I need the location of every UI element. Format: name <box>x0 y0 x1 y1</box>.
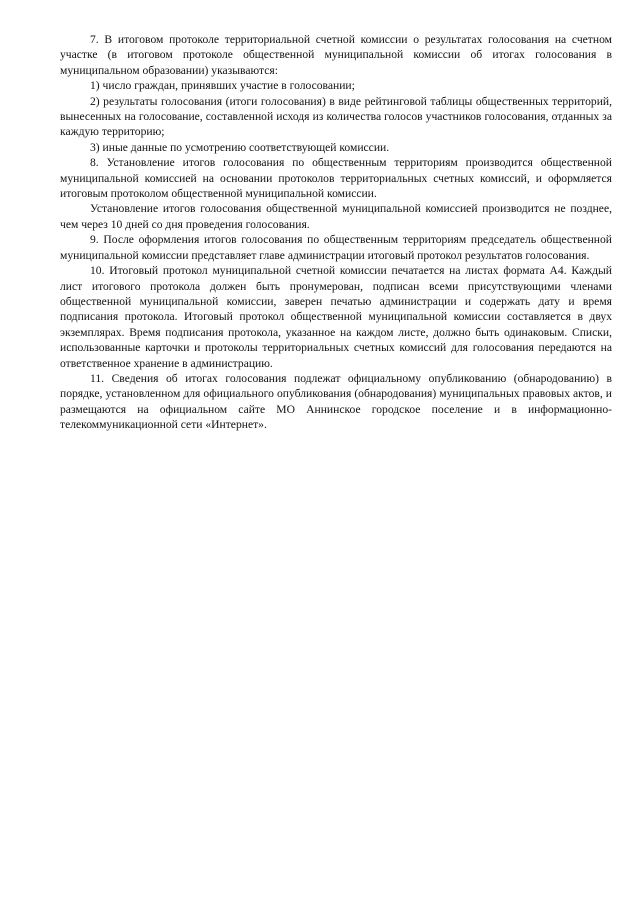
paragraph-7-item-1: 1) число граждан, принявших участие в голосовании; <box>90 79 355 93</box>
paragraph-8: 8. Установление итогов голосования по общественным территориям производится общественной муниципальной комиссией на основании протоколов территориальных счетных комиссий, и оформляется итоговым протоколом общественной муниципальной комиссии. <box>60 156 612 201</box>
document-page <box>60 32 612 433</box>
paragraph-9: 9. После оформления итогов голосования по общественным территориям председатель общественной муниципальной комиссии представляет главе администрации итоговый протокол результатов голосования. <box>60 233 612 262</box>
paragraph-7-item-2: 2) результаты голосования (итоги голосования) в виде рейтинговой таблицы общественных территорий, вынесенных на голосование, составленной исходя из количества голосов участников голосования, отданных за каждую территорию; <box>60 94 612 139</box>
paragraph-11: 11. Сведения об итогах голосования подлежат официальному опубликованию (обнародованию) в порядке, установленном для официального опубликования (обнародования) муниципальных правовых актов, и размещаются на официальном сайте МО Аннинское городское поселение и в информационно-телекоммуникационной сети «Интернет». <box>60 371 612 432</box>
paragraph-7-item-3: 3) иные данные по усмотрению соответствующей комиссии. <box>90 140 390 154</box>
paragraph-10: 10. Итоговый протокол муниципальной счетной комиссии печатается на листах формата А4. Каждый лист итогового протокола должен быть пронумерован, подписан всеми присутствующими членами общественной муниципальной комиссии, заверен печатью администрации и содержать дату и время подписания протокола. Итоговый протокол общественной муниципальной комиссии составляется в двух экземплярах. Время подписания протокола, указанное на каждом листе, должно быть одинаковым. Списки, использованные карточки и протоколы территориальных счетных комиссий для голосования передаются на ответственное хранение в администрацию. <box>60 264 612 370</box>
paragraph-8-continued: Установление итогов голосования общественной муниципальной комиссией производится не позднее, чем через 10 дней со дня проведения голосования. <box>60 202 612 231</box>
paragraph-7: 7. В итоговом протоколе территориальной счетной комиссии о результатах голосования на счетном участке (в итоговом протоколе общественной муниципальной комиссии об итогах голосования в муниципальном образовании) указываются: <box>60 33 612 77</box>
